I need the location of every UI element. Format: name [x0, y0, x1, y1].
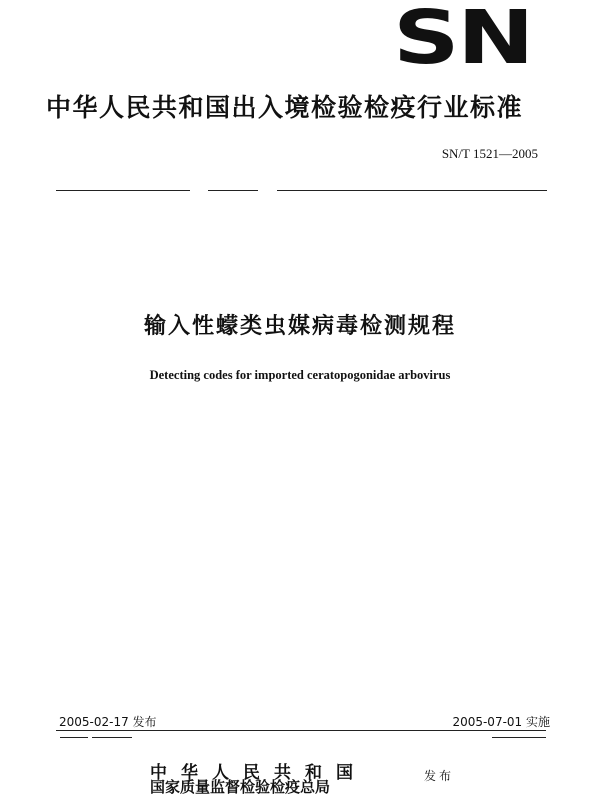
implementation-date: 2005-07-01 实施 [452, 715, 550, 729]
issuer-country: 中华人民共和国 [150, 763, 367, 783]
footer-divider-3 [92, 737, 132, 738]
issue-label: 发布 [424, 769, 455, 783]
document-title-english: Detecting codes for imported ceratopogonidae arbovirus [149, 368, 451, 382]
header-divider-3 [277, 190, 547, 191]
standard-number: SN/T 1521—2005 [441, 146, 538, 161]
document-title-chinese: 输入性蠓类虫媒病毒检测规程 [143, 314, 456, 339]
header-divider-1 [56, 190, 190, 191]
issue-date: 2005-02-17 发布 [59, 715, 157, 729]
footer-divider-4 [492, 737, 546, 738]
sn-logo: SN [393, 0, 533, 81]
header-divider-2 [208, 190, 258, 191]
issuer-agency: 国家质量监督检验检疫总局 [150, 778, 331, 796]
organization-title: 中华人民共和国出入境检验检疫行业标准 [46, 93, 524, 122]
footer-divider-1 [56, 730, 546, 731]
footer-divider-2 [60, 737, 88, 738]
